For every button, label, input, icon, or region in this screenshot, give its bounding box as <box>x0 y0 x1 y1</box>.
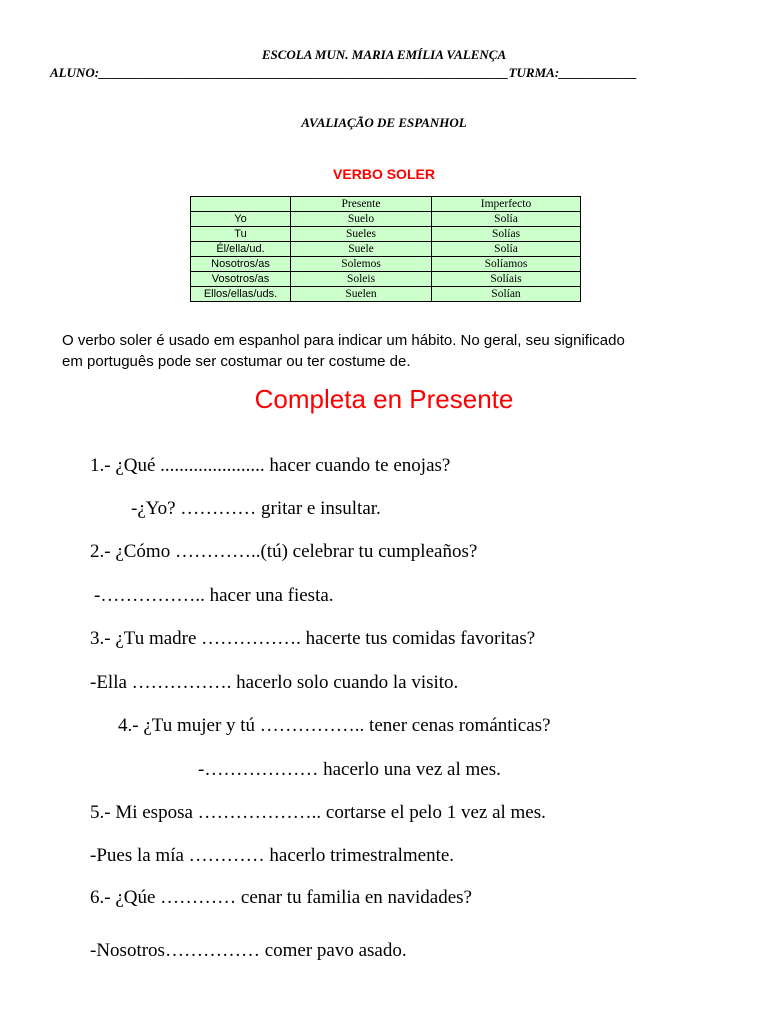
exercise-4-question: 4.- ¿Tu mujer y tú …………….. tener cenas románticas? <box>118 715 551 736</box>
exercise-5-answer: -Pues la mía ………… hacerlo trimestralmente. <box>90 845 455 866</box>
exercise-3-answer: -Ella ……………. hacerlo solo cuando la visito. <box>90 672 459 693</box>
explanation-line: O verbo soler é usado em espanhol para indicar um hábito. No geral, seu significado <box>62 332 625 349</box>
presente-cell: Sueles <box>291 227 432 242</box>
exercise-3-question: 3.- ¿Tu madre ……………. hacerte tus comidas favoritas? <box>90 628 536 649</box>
explanation-line: em português pode ser costumar ou ter costume de. <box>62 353 411 370</box>
table-row <box>191 272 581 287</box>
table-header-cell: Presente <box>291 197 432 212</box>
table-row <box>191 212 581 227</box>
presente-cell: Suelo <box>291 212 432 227</box>
imperfecto-cell: Solías <box>432 227 581 242</box>
exercise-2-question: 2.- ¿Cómo …………..(tú) celebrar tu cumpleaños? <box>90 541 478 562</box>
presente-cell: Solemos <box>291 257 432 272</box>
presente-cell: Suelen <box>291 287 432 302</box>
exercise-6-answer: -Nosotros…………… comer pavo asado. <box>90 940 407 961</box>
instruction-heading: Completa en Presente <box>254 384 514 414</box>
pronoun-cell: Tu <box>191 227 291 242</box>
exercise-2-answer: -…………….. hacer una fiesta. <box>94 585 334 606</box>
pronoun-cell: Vosotros/as <box>191 272 291 287</box>
exercise-5-question: 5.- Mi esposa ……………….. cortarse el pelo 1 vez al mes. <box>90 802 546 823</box>
exercise-6-question: 6.- ¿Qúe ………… cenar tu familia en navidades? <box>90 887 472 908</box>
explanation-paragraph <box>62 330 762 372</box>
pronoun-cell: Nosotros/as <box>191 257 291 272</box>
exam-title: AVALIAÇÃO DE ESPANHOL <box>301 115 467 130</box>
student-class-line: ALUNO:_______________________________________________________________TURMA:____________ <box>50 65 638 80</box>
exercise-1-answer: -¿Yo? ………… gritar e insultar. <box>131 498 381 519</box>
school-name: ESCOLA MUN. MARIA EMÍLIA VALENÇA <box>261 47 507 62</box>
imperfecto-cell: Solíais <box>432 272 581 287</box>
exercise-4-answer: -……………… hacerlo una vez al mes. <box>198 759 501 780</box>
table-row <box>191 287 581 302</box>
table-header-cell: Imperfecto <box>432 197 581 212</box>
conjugation-table <box>190 196 581 302</box>
imperfecto-cell: Solía <box>432 212 581 227</box>
imperfecto-cell: Solían <box>432 287 581 302</box>
table-row <box>191 242 581 257</box>
pronoun-cell: Ellos/ellas/uds. <box>191 287 291 302</box>
presente-cell: Suele <box>291 242 432 257</box>
table-row <box>191 257 581 272</box>
table-header-cell <box>191 197 291 212</box>
pronoun-cell: Él/ella/ud. <box>191 242 291 257</box>
table-row <box>191 227 581 242</box>
presente-cell: Soleis <box>291 272 432 287</box>
imperfecto-cell: Solíamos <box>432 257 581 272</box>
verb-title: VERBO SOLER <box>333 166 435 182</box>
exercise-1-question: 1.- ¿Qué ...................... hacer cuando te enojas? <box>90 455 451 476</box>
table-header-row <box>191 197 581 212</box>
pronoun-cell: Yo <box>191 212 291 227</box>
imperfecto-cell: Solía <box>432 242 581 257</box>
